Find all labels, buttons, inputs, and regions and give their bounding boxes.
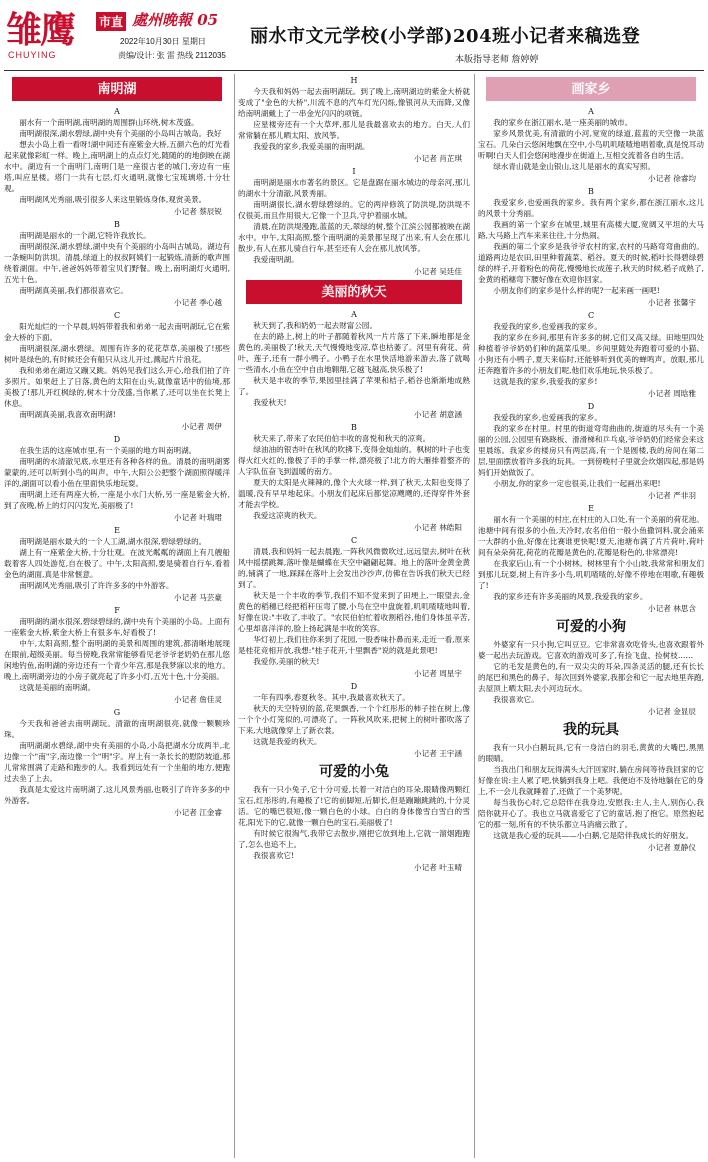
- paper-name: 處州晚報 05: [132, 11, 219, 29]
- article-byline: 小记者 夏静仪: [648, 843, 696, 852]
- article-paragraph: 绿油油的银杏叶在秋风的吹拂下,变得金灿灿的。枫树的叶子也变得火红火红的,像极了手的手掌一样,漂亮极了!北方的大雁排着整齐的人字队伍奋飞到温暖的南方。: [238, 445, 470, 476]
- article-byline: 小记者 蔡辰锐: [174, 207, 222, 216]
- article-paragraph: 南明湖很深,湖水碧绿,湖中央有个美丽的小岛叫古城岛。我好: [19, 129, 222, 138]
- article-paragraph: 南明湖风光秀丽,吸引很多人来这里锻炼身体,观赏美景。: [19, 195, 207, 204]
- article-paragraph: 秋天到了,我和奶奶一起去财富公园。: [253, 321, 378, 330]
- article-paragraph: 有时候它很淘气,我带它去散步,刚把它放到地上,它就一溜烟跑跑了,怎么也追不上。: [238, 829, 470, 849]
- article-paragraph: 这就是美丽的南明湖。: [19, 683, 96, 692]
- article-paragraph: 我画的第二个家乡是我爷爷农村的家,农村的马路弯弯曲曲的。道路两边是农田,田里种着蔬菜、稻谷。夏天的时候,稻叶长得碧绿碧绿的样子,开着粉色的荷花,慢慢地长成莲子,秋天的时候,稻子成熟了,金黄的稻穗弯下腰好像在欢迎你回家。: [478, 242, 704, 284]
- article-letter: D: [350, 682, 358, 691]
- article-byline: 小记者 叶玉晴: [414, 863, 462, 872]
- article-byline: 小记者 詹佳灵: [174, 695, 222, 704]
- article: [4, 606, 230, 705]
- section-banner-nanming-lake: 南明湖: [12, 77, 222, 101]
- article-list: [238, 76, 470, 277]
- article-paragraph: 我爱我的家乡,我爱美丽的南明湖。: [253, 142, 370, 151]
- article-paragraph: 中午,太阳高照,整个南明湖的美景和周围的建筑,都清晰地展现在眼前,超级美丽。每当傍晚,我常常能够看见老爷爷老奶奶在那儿悠闲地钓鱼,南明湖的旁边还有一个青少年宫,那是我梦寐以求的地方。晚上,南明湖旁边的小房子就亮起了许多小灯,五光十色,十分美丽。: [4, 639, 230, 681]
- article: [4, 107, 230, 217]
- article-paragraph: 这就是我爱的秋天。: [253, 737, 322, 746]
- article-paragraph: 在我家后山,有一个小树林。树林里有个小山坡,我常常和朋友们到那儿玩耍,树上有许多小鸟,叽叽喳喳的,好像不停地在唱歌,有趣极了!: [478, 559, 704, 590]
- logo-subtitle: CHUYING: [8, 50, 57, 60]
- article-paragraph: 南明湖很深,湖水碧绿,湖中央有个美丽的小岛叫古城岛。湖边有一条蜿叫防洪坝。清晨,绿道上的叔叔阿姨们一起锻炼,清新的歌声围绕着湖面。中午,爸爸妈妈带着宝贝们野餐。晚上,南明湖灯火通明,五光十色。: [4, 242, 230, 284]
- editor-line: 责编/设计: 张 雷 热线 2112035: [118, 51, 226, 60]
- article-byline: 小记者 张馨宇: [648, 298, 696, 307]
- article: [478, 742, 704, 853]
- article-letter: A: [351, 310, 357, 319]
- article-byline: 小记者 周伊: [181, 422, 222, 431]
- article-paragraph: 南明湖的湖水很深,碧绿碧绿的,湖中央有个美丽的小岛。上面有一座紫金大桥,紫金大桥上有很多车,好看极了!: [4, 617, 230, 637]
- article: [478, 107, 704, 184]
- article-paragraph: 我爱我的家乡,也爱画我的家乡。: [493, 413, 602, 422]
- newspaper-logo: 雏鹰: [6, 9, 75, 51]
- article-paragraph: 南明湖是丽水最大的一个人工湖,湖水很深,碧绿碧绿的。: [19, 537, 207, 546]
- article-paragraph: 丽水有一个南明湖,南明湖的周围群山环绕,树木茂盛。: [19, 118, 199, 127]
- puppy-title: 可爱的小狗: [556, 619, 626, 635]
- article-byline: 小记者 江金睿: [174, 808, 222, 817]
- article-paragraph: 每当我伤心时,它总陪伴在我身边,安慰我:主人,主人,别伤心,我陪你就开心了。我也立马就喜爱它了它的童话,抱了抱它。原然抱起它的那一刻,所有的不快乐都立马消痛云散了。: [478, 798, 704, 829]
- article-paragraph: 想去小岛上看一看呀!湖中间还有座紫金大桥,五颜六色的灯光看起来就像彩虹一样。晚上,南明湖上的点点灯光,随随的的地倒映在湖水中。湖边有一个南明门,南明门是一座很古老的城门,旁边有一座塔,叫应星楼。塔门一共有七层,灯火通明,就像七宝琉璃塔,十分壮观。: [4, 140, 230, 193]
- article-paragraph: 我爱南明湖。: [253, 255, 299, 264]
- article-list: [238, 310, 470, 759]
- article-letter: A: [588, 107, 594, 116]
- article-list: [478, 107, 704, 614]
- rabbit-title: 可爱的小兔: [319, 764, 389, 780]
- article-paragraph: 秋天是一个丰收的季节,我们不知不觉来到了田埂上,一眼望去,金黄色的稻穗已经把稻秆压弯了腰,小鸟在空中盘旋着,叽叽喳喳地叫着,好像在说:"丰收了,丰收了。"农民伯伯忙着收割稻谷,他们身体虽辛苦,心里却喜洋洋的,脸上扬起满是丰收的笑容。: [238, 591, 470, 633]
- article: [238, 784, 470, 873]
- article-paragraph: 我爱我的家乡,也爱画我的家乡。: [493, 322, 602, 331]
- article-byline: 小记者 林皓阳: [414, 523, 462, 532]
- article-paragraph: 南明湖的水清澈见底,水里还有各种各样的鱼。清晨的南明湖雾蒙蒙的,还可以听到小鸟的叫声。中午,大阳公公把整个湖面照得暖洋洋的,湖面可以看小鱼在里面快乐地玩耍。: [4, 457, 230, 488]
- toy-article: [478, 742, 704, 853]
- article-paragraph: 我很喜欢它!: [253, 851, 295, 860]
- article-letter: C: [113, 311, 121, 320]
- article-paragraph: 清晨,在防洪堤漫跑,蓝蓝的天,翠绿的树,整个江滨公园都被映在湖水中。中午,太阳高照,整个南明湖的美景都呈现了出来,有人会在那儿散步,有人在那儿骑自行车,甚至还有人会在那儿放风筝。: [238, 222, 470, 253]
- article: [238, 310, 470, 420]
- article-paragraph: 我爱秋天!: [253, 398, 287, 407]
- article-paragraph: 秋天的天空特别的蓝,花果飘香,一个个红彤彤的柿子挂在树上,像一个个小灯笼似的,可漂亮了。一阵秋风吹来,把树上的树叶都吹落了下来,大地就像穿上了新衣裳。: [238, 704, 470, 735]
- article-letter: B: [114, 220, 120, 229]
- article-paragraph: 我爱家乡,也爱画我的家乡。我有两个家乡,都在浙江丽水,这儿的风景十分秀丽。: [478, 198, 704, 218]
- article-byline: 小记者 金显辰: [648, 707, 696, 716]
- article: [238, 536, 470, 679]
- article: [238, 167, 470, 277]
- article-paragraph: 我很喜欢它。: [493, 695, 539, 704]
- article-paragraph: 在我生活的这座城市里,有一个美丽的地方叫南明湖。: [19, 446, 197, 455]
- teacher-credit: 本版指导老师 詹婷婷: [455, 54, 539, 64]
- article-paragraph: 我有一只小兔子,它十分可爱,长着一对洁白的耳朵,眼睛像两颗红宝石,红彤彤的,有趣极了!它的前脚短,后脚长,但是蹦蹦跳跳的,十分灵活。它的嘴巴很短,像一颗白色的小球。白白的身体像雪白雪白的雪花,阳光下的它,就像一颗白色的宝石,美丽极了!: [238, 785, 470, 827]
- article-paragraph: 南明湖真美丽,我们都很喜欢它。: [19, 286, 128, 295]
- article-paragraph: 今天我和爸爸去南明湖玩。清澈的南明湖很亮,就像一颗颗珍珠。: [4, 719, 230, 739]
- article-paragraph: 这就是我心爱的玩具——小白鹅,它是陪伴我成长的好朋友。: [493, 831, 694, 840]
- column-left: [4, 74, 230, 1160]
- article: [238, 76, 470, 164]
- article-paragraph: 我画的第一个家乡在城里,城里有高楼大厦,宽阔又平坦的大马路,大马路上汽车来来往往,十分热闹。: [478, 220, 704, 240]
- article-paragraph: 南明湖是丽水市著名的景区。它是盘踞在丽水城边的母亲河,那儿的湖水十分清澈,风景秀丽。: [238, 178, 470, 198]
- article-paragraph: 绿水青山就是金山银山,这儿是丽水的真实写照。: [493, 162, 656, 171]
- rabbit-article: [238, 784, 470, 873]
- article-paragraph: 一年有四季,春夏秋冬。其中,我最喜欢秋天了。: [253, 693, 410, 702]
- article-letter: D: [113, 435, 121, 444]
- article-paragraph: 阳光灿烂的一个早晨,妈妈带着我和弟弟一起去南明湖玩,它在紫金大桥的下面。: [4, 322, 230, 342]
- article-paragraph: 华灯初上,我们往你来到了花园,一股香味扑鼻而来,走近一看,原来是桂花竞相开放,我想:"桂子花开,十里飘香"说的就是此景吧!: [238, 635, 470, 655]
- article-paragraph: 湖上有一座紫金大桥,十分壮观。在波光粼粼的湖面上有几艘船载着客人四处游览,自在极了。中午,太阳高照,要是骑着自行车,看着金色的湖面,真是非常惬意。: [4, 548, 230, 579]
- article: [478, 639, 704, 717]
- article-paragraph: 南明湖湖水碧绿,湖中央有美丽的小岛,小岛把湖水分成两半,北边像一个"南"字,南边像一个"明"字。岸上有一条长长的慰防坡道,那儿常常围满了走路和跑步的人。我看到远处有一个坐船的地方,便跑过去坐了上去。: [4, 741, 230, 783]
- article-paragraph: 南明湖风光秀丽,吸引了许许多多的中外游客。: [19, 581, 174, 590]
- article-letter: H: [350, 76, 358, 85]
- article-byline: 小记者 林思含: [648, 604, 696, 613]
- article-paragraph: 秋天来了,带来了农民伯伯丰收的喜悦和秋天的凉爽。: [253, 434, 431, 443]
- article-letter: C: [587, 311, 595, 320]
- article-letter: A: [114, 107, 120, 116]
- article-paragraph: 南明湖上还有两座大桥,一座是小水门大桥,另一座是紫金大桥,到了夜晚,桥上的灯闪闪发光,美丽极了!: [4, 490, 230, 510]
- article-letter: I: [352, 167, 356, 176]
- column-divider: [474, 74, 475, 1158]
- article-letter: F: [114, 606, 120, 615]
- article-paragraph: 我的家乡还有许多美丽的风景,我爱我的家乡。: [493, 592, 648, 601]
- article-paragraph: 我有一只小白鹅玩具,它有一身洁白的羽毛,黄黄的大嘴巴,黑黑的眼睛。: [478, 743, 704, 763]
- article-letter: G: [113, 708, 121, 717]
- article: [4, 708, 230, 818]
- section-banner-autumn: 美丽的秋天: [246, 280, 462, 304]
- article-paragraph: 今天我和妈妈一起去南明湖玩。到了晚上,南明湖边的紫金大桥就变成了"金色的大桥",川流不息的汽车灯光闪烁,像银河从天而降,又像给南明湖戴上了一串金光闪闪的项链。: [238, 87, 470, 118]
- article-paragraph: 秋天是丰收的季节,果园里挂满了苹果和桔子,稻谷也渐渐地成熟了。: [238, 376, 470, 396]
- article: [478, 504, 704, 614]
- article-paragraph: 我和弟弟在湖边又蹦又跳。妈妈见我们这么开心,给我们拍了许多照片。如果赶上了日落,黄色的太阳在山头,就像童话中的仙境,那美极了!那儿开红枫绿的,树木十分茂盛,当你累了,还可以坐在长凳上休息。: [4, 366, 230, 408]
- article-paragraph: 我的家乡在乡间,那里有许多多的树,它们又高又绿。田地里四处种植着爷爷奶奶们种的蔬菜瓜果。乡间里随处奔跑着可爱的小猫、小狗还有小鸭子,夏天来临时,还能够听到优美的蝉鸣声。放眼,那儿还奔跑着许多的小朋友们呢,他们欢乐地玩,快乐极了。: [478, 333, 704, 375]
- article-paragraph: 南明湖很长,湖水碧绿碧绿的。它的两岸修筑了防洪堤,防洪堤不仅很美,而且作用很大,它像一个卫兵,守护着丽水城。: [238, 200, 470, 220]
- article: [4, 526, 230, 603]
- issue-date: 2022年10月30日 星期日: [120, 37, 206, 46]
- article-byline: 小记者 周星宇: [414, 669, 462, 678]
- article-paragraph: 丽水有一个美丽的村庄,在村庄的入口处,有一个美丽的荷花池。池塘中间有很多的小鱼,天冷时,农名伯伯一般小鱼撒饲料,就会涌来一大群的小鱼,好像在比赛谁更快呢!夏天,池塘布满了片片荷叶,荷叶间有朵朵荷花,荷花的花瓣是黄色的,花瓣是粉色的,非常漂亮!: [478, 515, 704, 557]
- article-byline: 小记者 肖芷琪: [414, 154, 462, 163]
- article-paragraph: 应星楼旁还有一个大草坪,那儿是我最喜欢去的地方。白天,人们常常躺在那儿晒太阳、放风筝。: [238, 120, 470, 140]
- column-right: [478, 74, 704, 1160]
- article-paragraph: 清晨,我和妈妈一起去晨跑,一阵秋风微微吹过,远远望去,树叶在秋风中摇摆跳舞,落叶像是蝴蝶在天空中翩翩起舞。地上的落叶金黄金黄的,铺满了一地,踩踩在落叶上会发出沙沙声,仿佛在告诉我们秋天已经到了。: [238, 547, 470, 589]
- page-title: 丽水市文元学校(小学部)204班小记者来稿选登: [250, 26, 641, 47]
- article-paragraph: 南明湖真美丽,我喜欢南明湖!: [19, 410, 116, 419]
- article-letter: B: [588, 187, 594, 196]
- column-divider: [234, 74, 235, 1158]
- article-paragraph: 小朋友你们的家乡是什么样的呢?一起来画一画吧!: [493, 286, 660, 295]
- article-list: [4, 107, 230, 818]
- article: [4, 435, 230, 523]
- article-byline: 小记者 胡意涵: [414, 410, 462, 419]
- article: [478, 402, 704, 501]
- article-letter: E: [588, 504, 594, 513]
- article-letter: D: [587, 402, 595, 411]
- article: [4, 220, 230, 308]
- section-badge: 市直: [96, 12, 126, 31]
- article-letter: C: [350, 536, 358, 545]
- article-paragraph: 我爱这凉爽的秋天。: [253, 511, 322, 520]
- article-paragraph: 它的毛发是黄色的,有一双尖尖的耳朵,四条灵活的腿,还有长长的尾巴和黑色的鼻子。每次回到外婆家,我都会和它一起去地里奔跑,去屋顶上晒太阳,去小河边玩水。: [478, 662, 704, 693]
- article-paragraph: 南明湖很深,湖水碧绿。周围有许多的花花草草,美丽极了!那些树叶是绿色的,有时候还会有船只从这儿开过,溅起片片浪花。: [4, 344, 230, 364]
- article-byline: 小记者 徐睿均: [648, 174, 696, 183]
- article: [478, 187, 704, 308]
- article-paragraph: 我的家乡在村里。村里的街道弯弯曲曲的,街道的尽头有一个美丽的公园,公园里有跷跷板、滑滑梯和乒乓桌,爷爷奶奶们经常会来这里晨练。我家乡的楼房只有两层高,有一个是圆楼,我的房间在第二层,里面摆放着许多我的玩具。一到傍晚村子里就会炊烟四起,那是妈妈们开始做饭了。: [478, 424, 704, 477]
- column-middle: [238, 74, 470, 1160]
- masthead-divider: [4, 70, 704, 71]
- article-paragraph: 我爱你,美丽的秋天!: [253, 657, 320, 666]
- article-paragraph: 夏天的太阳是火辣辣的,像个大火球一样,到了秋天,太阳也变得了温暖,没有早早地起床。小朋友们起床后都觉凉飕飕的,还得穿件外套才能去学校。: [238, 478, 470, 509]
- article-byline: 小记者 叶瑞珺: [174, 513, 222, 522]
- article-letter: B: [351, 423, 357, 432]
- article-byline: 小记者 周晗雅: [648, 389, 696, 398]
- article-paragraph: 这就是我的家乡,我爱我的家乡!: [493, 377, 598, 386]
- article-paragraph: 南明湖是丽水的一个湖,它特许我放长。: [19, 231, 151, 240]
- article: [238, 423, 470, 533]
- article-byline: 小记者 吴廷佳: [414, 267, 462, 276]
- article-paragraph: 我的家乡在浙江丽水,是一座美丽的城市。: [493, 118, 633, 127]
- article-letter: E: [114, 526, 120, 535]
- article-paragraph: 在去的路上,树上的叶子都随着秋风一片片落了下来,瞬地都是金黄色的,美丽极了!秋天,天气慢慢地变凉,草也枯萎了。河里有荷花、荷叶、莲子,还有一群小鸭子。小鸭子在水里快活地游来游去,落了就喝一些清水,小鱼在空中自由地翱翔,它越飞越高,快乐极了!: [238, 332, 470, 374]
- toy-title: 我的玩具: [563, 722, 619, 738]
- article-byline: 小记者 严非羽: [648, 491, 696, 500]
- article: [4, 311, 230, 432]
- article-paragraph: 我真是太爱这片南明湖了,这儿风景秀丽,也吸引了许许多多的中外游客。: [4, 785, 230, 805]
- masthead: [0, 0, 708, 70]
- article-byline: 小记者 王宇涵: [414, 749, 462, 758]
- section-banner-hometown: 画家乡: [486, 77, 696, 101]
- article: [478, 311, 704, 399]
- article-paragraph: 外婆家有一只小狗,它叫豆豆。它非常喜欢吃骨头,也喜欢跟着外婆一起出去玩游戏。它喜欢的游戏可多了,有捡飞盘、捡树枝……: [478, 640, 704, 660]
- article-paragraph: 家乡风景优美,有清澈的小河,宽宽的绿道,蓝蓝的天空像一块蓝宝石。几朵白云悠闲地飘在空中,小鸟叽叽喳喳地唱着歌,真是悦耳动听啊!白天人们会悠闲地漫步在街道上,互相交流着各自的生活。: [478, 129, 704, 160]
- article: [238, 682, 470, 759]
- article-byline: 小记者 马芸豪: [174, 593, 222, 602]
- article-byline: 小记者 季心越: [174, 298, 222, 307]
- puppy-article: [478, 639, 704, 717]
- article-paragraph: 当我出门和朋友玩得满头大汗回家时,躺在房间等待我回家的它好像在说:主人累了吧,快躺到我身上吧。我便迫不及待地躺在它的身上,不一会儿我就睡着了,还做了一个美梦呢。: [478, 765, 704, 796]
- article-paragraph: 小朋友,你的家乡一定也很美,让我们一起画出来吧!: [493, 479, 661, 488]
